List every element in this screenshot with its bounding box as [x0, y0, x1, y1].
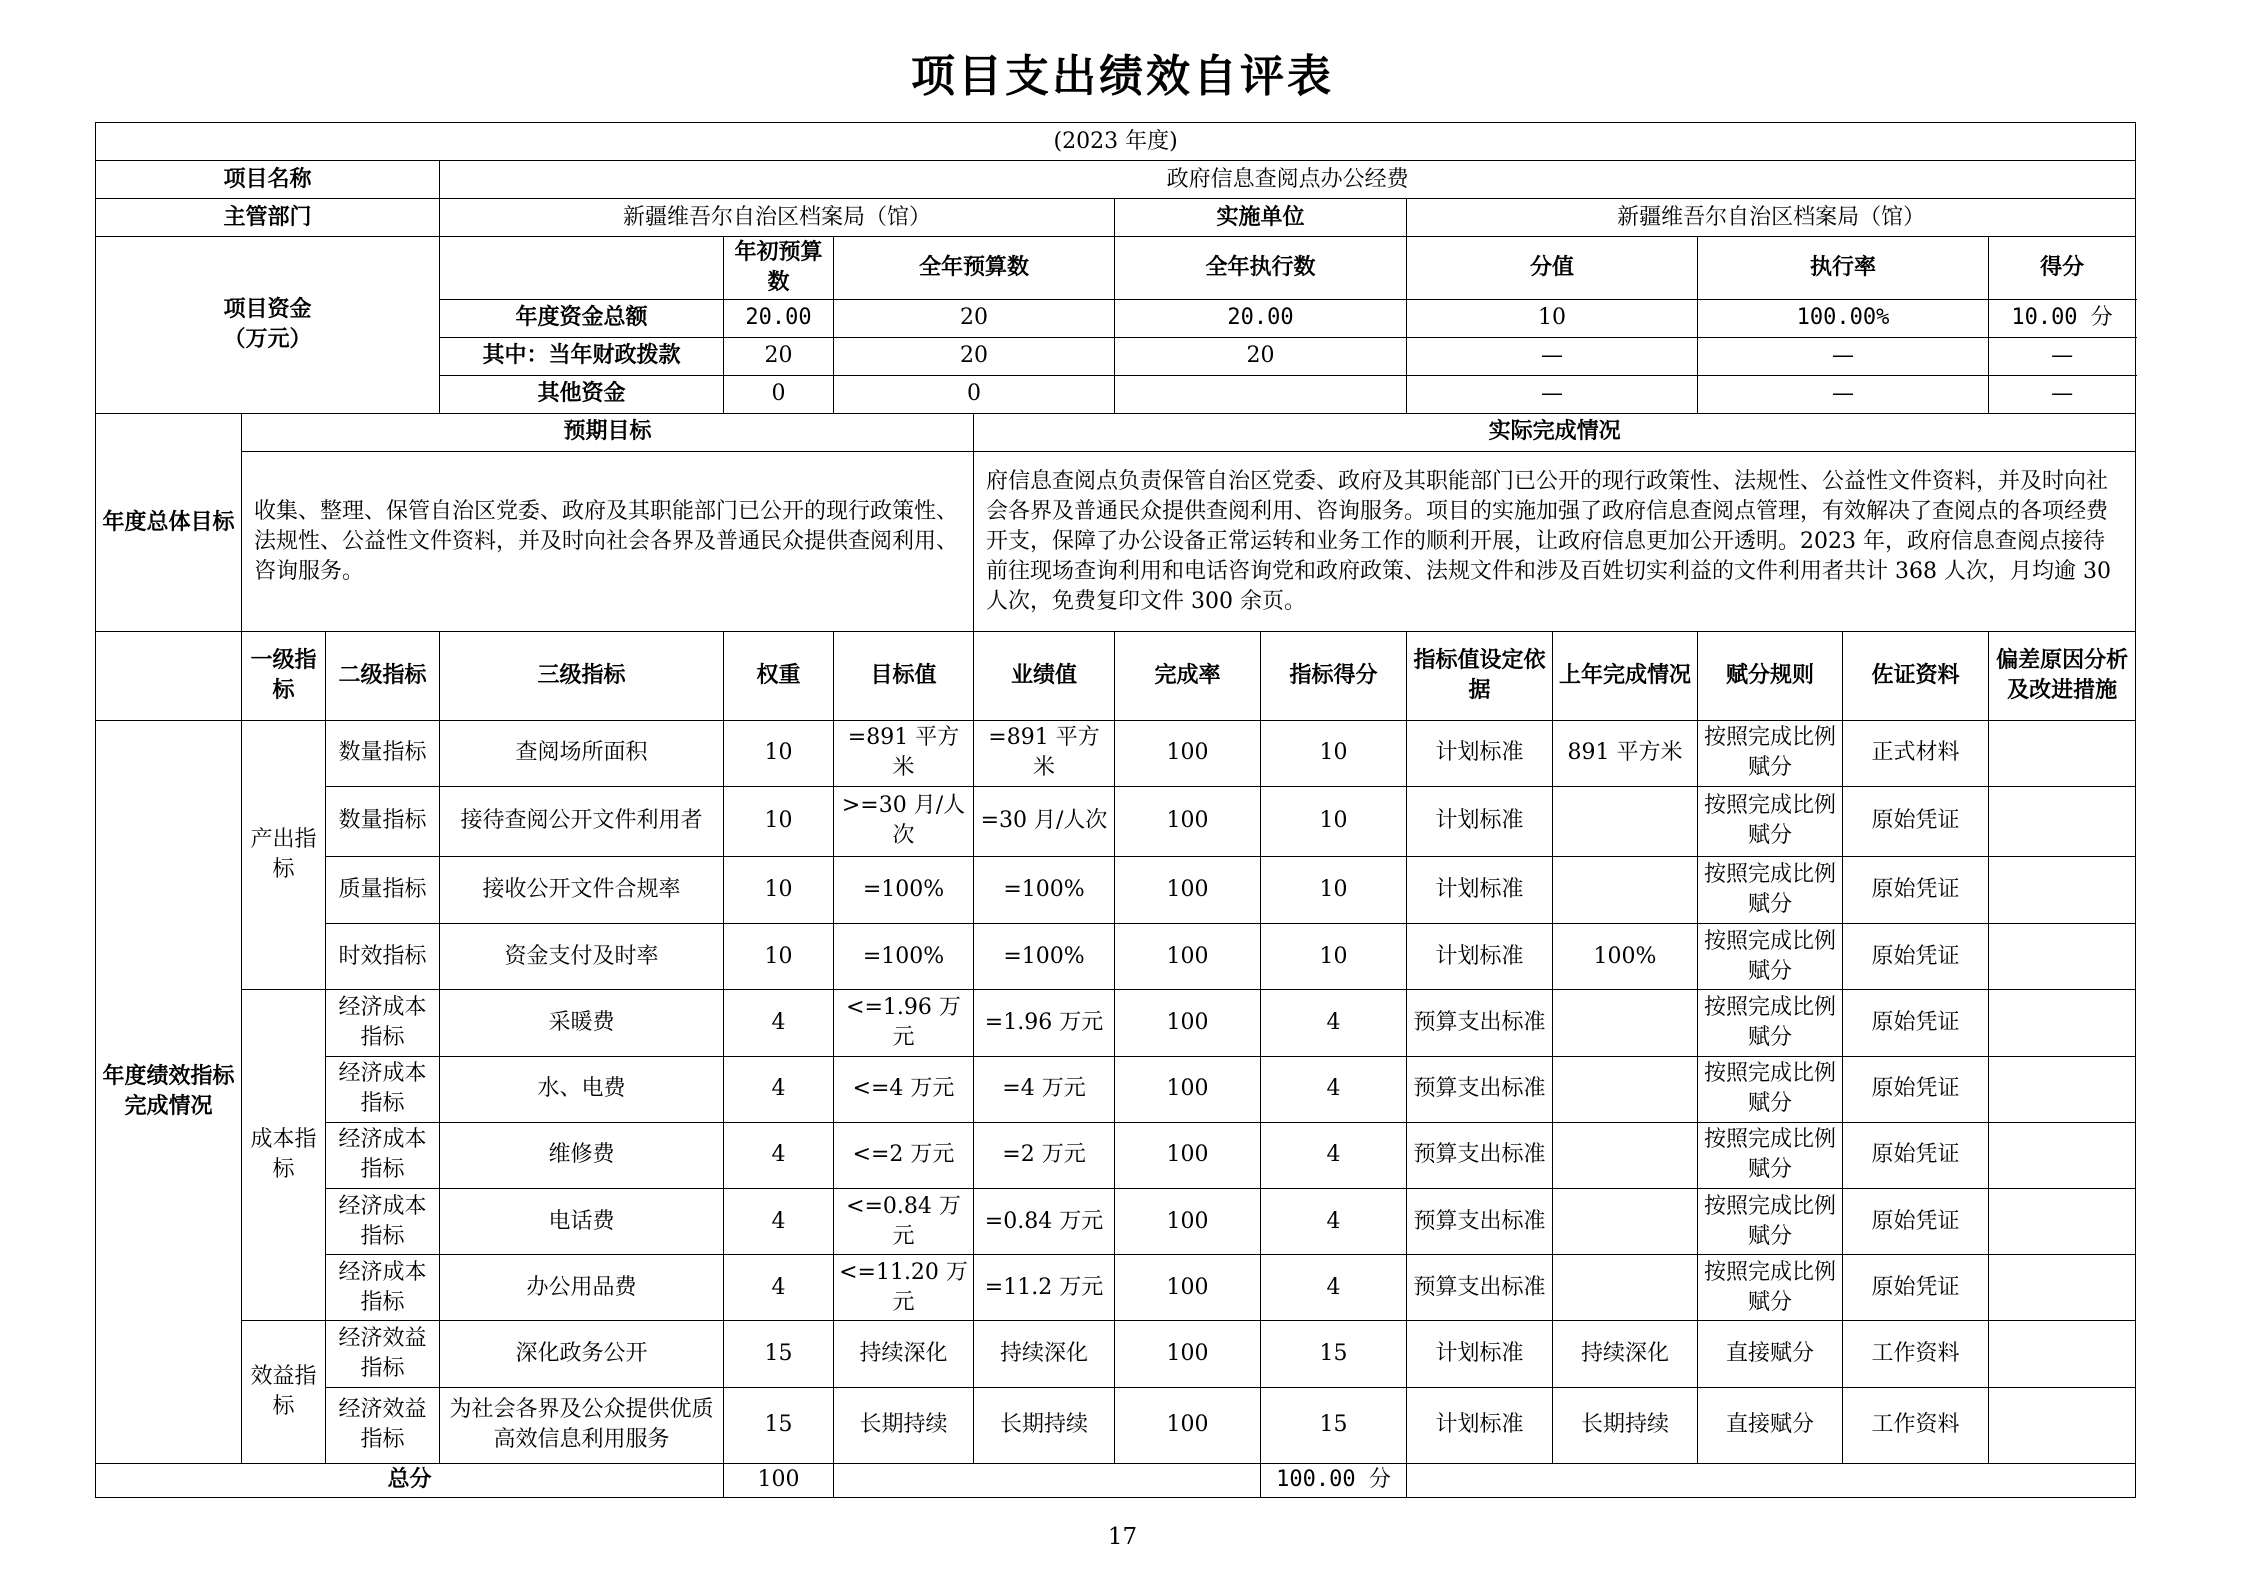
last-year-cell: [1553, 1056, 1698, 1122]
indicator-row: [96, 1189, 2136, 1255]
last-year-cell: 长期持续: [1553, 1387, 1698, 1463]
rule-cell: 直接赋分: [1698, 1387, 1843, 1463]
weight-cell: 4: [724, 1056, 834, 1122]
l2-cell: 质量指标: [326, 857, 440, 924]
weight-cell: 10: [724, 720, 834, 786]
actual-completion-header: 实际完成情况: [974, 413, 2136, 451]
l2-cell: 经济效益指标: [326, 1321, 440, 1387]
l2-cell: 时效指标: [326, 924, 440, 990]
completion-cell: 100: [1115, 924, 1261, 990]
funds-score-value: 10: [1407, 299, 1698, 337]
funds-score: —: [1989, 375, 2136, 413]
weight-cell: 4: [724, 990, 834, 1056]
evidence-cell: 原始凭证: [1843, 990, 1989, 1056]
l3-cell: 采暖费: [440, 990, 724, 1056]
deviation-cell: [1989, 1387, 2136, 1463]
l3-cell: 资金支付及时率: [440, 924, 724, 990]
weight-cell: 4: [724, 1189, 834, 1255]
basis-cell: 预算支出标准: [1407, 1056, 1553, 1122]
completion-cell: 100: [1115, 1255, 1261, 1321]
rule-cell: 按照完成比例赋分: [1698, 786, 1843, 856]
score-cell: 4: [1261, 990, 1407, 1056]
rule-cell: 按照完成比例赋分: [1698, 720, 1843, 786]
target-cell: 长期持续: [834, 1387, 974, 1463]
expected-goal-text: 收集、整理、保管自治区党委、政府及其职能部门已公开的现行政策性、法规性、公益性文件资料，并及时向社会各界及普通民众提供查阅利用、咨询服务。: [242, 451, 974, 632]
evidence-cell: 原始凭证: [1843, 924, 1989, 990]
evidence-cell: 原始凭证: [1843, 1122, 1989, 1188]
last-year-cell: 持续深化: [1553, 1321, 1698, 1387]
completion-cell: 100: [1115, 990, 1261, 1056]
basis-cell: 计划标准: [1407, 786, 1553, 856]
l3-cell: 查阅场所面积: [440, 720, 724, 786]
score-cell: 15: [1261, 1321, 1407, 1387]
deviation-cell: [1989, 857, 2136, 924]
header-score: 指标得分: [1261, 632, 1407, 720]
target-cell: =891 平方米: [834, 720, 974, 786]
completion-cell: 100: [1115, 1387, 1261, 1463]
weight-cell: 15: [724, 1321, 834, 1387]
target-cell: <=4 万元: [834, 1056, 974, 1122]
indicator-section-label: 年度绩效指标完成情况: [96, 720, 242, 1463]
rule-cell: 按照完成比例赋分: [1698, 1056, 1843, 1122]
header-l2: 二级指标: [326, 632, 440, 720]
goals-label: 年度总体目标: [96, 413, 242, 632]
deviation-cell: [1989, 1255, 2136, 1321]
indicator-row: [96, 1255, 2136, 1321]
basis-cell: 预算支出标准: [1407, 1189, 1553, 1255]
funds-header-blank: [440, 237, 724, 299]
header-last-year: 上年完成情况: [1553, 632, 1698, 720]
score-cell: 4: [1261, 1255, 1407, 1321]
indicator-group-name: 产出指标: [242, 720, 326, 990]
dept-value: 新疆维吾尔自治区档案局（馆）: [440, 199, 1115, 237]
indicator-row: [96, 924, 2136, 990]
indicator-header-blank: [96, 632, 242, 720]
deviation-cell: [1989, 1321, 2136, 1387]
basis-cell: 预算支出标准: [1407, 990, 1553, 1056]
basis-cell: 计划标准: [1407, 720, 1553, 786]
header-basis: 指标值设定依据: [1407, 632, 1553, 720]
funds-header-rate: 执行率: [1698, 237, 1989, 299]
indicator-group-name: 成本指标: [242, 990, 326, 1321]
l2-cell: 数量指标: [326, 786, 440, 856]
header-deviation: 偏差原因分析及改进措施: [1989, 632, 2136, 720]
header-completion: 完成率: [1115, 632, 1261, 720]
last-year-cell: 100%: [1553, 924, 1698, 990]
funds-row-label: 年度资金总额: [440, 299, 724, 337]
actual-cell: =11.2 万元: [974, 1255, 1115, 1321]
total-blank: [1407, 1463, 2136, 1497]
weight-cell: 10: [724, 924, 834, 990]
deviation-cell: [1989, 1189, 2136, 1255]
weight-cell: 10: [724, 857, 834, 924]
basis-cell: 计划标准: [1407, 857, 1553, 924]
deviation-cell: [1989, 786, 2136, 856]
project-name-label: 项目名称: [96, 161, 440, 199]
header-evidence: 佐证资料: [1843, 632, 1989, 720]
header-actual: 业绩值: [974, 632, 1115, 720]
score-cell: 4: [1261, 1056, 1407, 1122]
l2-cell: 经济效益指标: [326, 1387, 440, 1463]
rule-cell: 按照完成比例赋分: [1698, 1255, 1843, 1321]
year-cell: (2023 年度): [96, 123, 2136, 161]
funds-row-label: 其中：当年财政拨款: [440, 337, 724, 375]
basis-cell: 计划标准: [1407, 1321, 1553, 1387]
l2-cell: 数量指标: [326, 720, 440, 786]
score-cell: 10: [1261, 720, 1407, 786]
actual-cell: =30 月/人次: [974, 786, 1115, 856]
score-cell: 15: [1261, 1387, 1407, 1463]
target-cell: <=2 万元: [834, 1122, 974, 1188]
actual-cell: =0.84 万元: [974, 1189, 1115, 1255]
target-cell: <=11.20 万元: [834, 1255, 974, 1321]
performance-table: [95, 122, 2136, 1498]
rule-cell: 按照完成比例赋分: [1698, 924, 1843, 990]
rule-cell: 按照完成比例赋分: [1698, 1189, 1843, 1255]
dept-label: 主管部门: [96, 199, 440, 237]
header-weight: 权重: [724, 632, 834, 720]
last-year-cell: [1553, 1189, 1698, 1255]
evidence-cell: 原始凭证: [1843, 857, 1989, 924]
actual-cell: =891 平方米: [974, 720, 1115, 786]
funds-header-initial: 年初预算数: [724, 237, 834, 299]
l3-cell: 维修费: [440, 1122, 724, 1188]
indicator-row: [96, 1122, 2136, 1188]
weight-cell: 4: [724, 1122, 834, 1188]
last-year-cell: 891 平方米: [1553, 720, 1698, 786]
funds-executed: 20: [1115, 337, 1407, 375]
actual-cell: =100%: [974, 857, 1115, 924]
deviation-cell: [1989, 1122, 2136, 1188]
deviation-cell: [1989, 924, 2136, 990]
rule-cell: 按照完成比例赋分: [1698, 1122, 1843, 1188]
completion-cell: 100: [1115, 1189, 1261, 1255]
actual-cell: =2 万元: [974, 1122, 1115, 1188]
basis-cell: 预算支出标准: [1407, 1255, 1553, 1321]
completion-cell: 100: [1115, 786, 1261, 856]
funds-annual: 20: [834, 337, 1115, 375]
l3-cell: 接待查阅公开文件利用者: [440, 786, 724, 856]
weight-cell: 10: [724, 786, 834, 856]
actual-completion-text: 府信息查阅点负责保管自治区党委、政府及其职能部门已公开的现行政策性、法规性、公益性文件资料，并及时向社会各界及普通民众提供查阅利用、咨询服务。项目的实施加强了政府信息查阅点管理，有效解决了查阅点的各项经费开支，保障了办公设备正常运转和业务工作的顺利开展，让政府信息更加公开透明。2023 年，政府信息查阅点接待前往现场查询利用和电话咨询党和政府政策、法规文件和涉及百姓切实利益的文件利用者共计 368 人次，月均逾 30 人次，免费复印文件 300 余页。: [974, 451, 2136, 632]
indicator-group-name: 效益指标: [242, 1321, 326, 1463]
l2-cell: 经济成本指标: [326, 990, 440, 1056]
funds-executed: [1115, 375, 1407, 413]
completion-cell: 100: [1115, 1056, 1261, 1122]
score-cell: 4: [1261, 1189, 1407, 1255]
completion-cell: 100: [1115, 720, 1261, 786]
funds-initial: 0: [724, 375, 834, 413]
indicator-row: [96, 1056, 2136, 1122]
l3-cell: 深化政务公开: [440, 1321, 724, 1387]
indicator-row: [96, 786, 2136, 856]
funds-label-line2: （万元）: [223, 327, 312, 353]
rule-cell: 按照完成比例赋分: [1698, 990, 1843, 1056]
last-year-cell: [1553, 990, 1698, 1056]
evidence-cell: 原始凭证: [1843, 1189, 1989, 1255]
funds-rate: 100.00%: [1698, 299, 1989, 337]
actual-cell: =4 万元: [974, 1056, 1115, 1122]
funds-initial: 20: [724, 337, 834, 375]
target-cell: >=30 月/人次: [834, 786, 974, 856]
weight-cell: 15: [724, 1387, 834, 1463]
header-l3: 三级指标: [440, 632, 724, 720]
evidence-cell: 原始凭证: [1843, 786, 1989, 856]
evidence-cell: 原始凭证: [1843, 1056, 1989, 1122]
deviation-cell: [1989, 1056, 2136, 1122]
funds-initial: 20.00: [724, 299, 834, 337]
basis-cell: 预算支出标准: [1407, 1122, 1553, 1188]
l3-cell: 办公用品费: [440, 1255, 724, 1321]
last-year-cell: [1553, 1122, 1698, 1188]
funds-score: 10.00 分: [1989, 299, 2136, 337]
total-label: 总分: [96, 1463, 724, 1497]
impl-unit-label: 实施单位: [1115, 199, 1407, 237]
last-year-cell: [1553, 786, 1698, 856]
score-cell: 10: [1261, 924, 1407, 990]
evidence-cell: 正式材料: [1843, 720, 1989, 786]
funds-score-value: —: [1407, 337, 1698, 375]
basis-cell: 计划标准: [1407, 1387, 1553, 1463]
evidence-cell: 工作资料: [1843, 1387, 1989, 1463]
funds-header-score: 得分: [1989, 237, 2136, 299]
completion-cell: 100: [1115, 1122, 1261, 1188]
actual-cell: 长期持续: [974, 1387, 1115, 1463]
funds-header-executed: 全年执行数: [1115, 237, 1407, 299]
header-l1: 一级指标: [242, 632, 326, 720]
deviation-cell: [1989, 990, 2136, 1056]
indicator-row: [96, 1321, 2136, 1387]
page-number: 17: [1107, 1524, 1138, 1550]
total-weight: 100: [724, 1463, 834, 1497]
score-cell: 10: [1261, 786, 1407, 856]
header-rule: 赋分规则: [1698, 632, 1843, 720]
target-cell: =100%: [834, 924, 974, 990]
l2-cell: 经济成本指标: [326, 1255, 440, 1321]
evidence-cell: 工作资料: [1843, 1321, 1989, 1387]
score-cell: 4: [1261, 1122, 1407, 1188]
expected-goal-header: 预期目标: [242, 413, 974, 451]
target-cell: <=1.96 万元: [834, 990, 974, 1056]
rule-cell: 按照完成比例赋分: [1698, 857, 1843, 924]
last-year-cell: [1553, 857, 1698, 924]
target-cell: =100%: [834, 857, 974, 924]
l2-cell: 经济成本指标: [326, 1189, 440, 1255]
target-cell: <=0.84 万元: [834, 1189, 974, 1255]
rule-cell: 直接赋分: [1698, 1321, 1843, 1387]
l2-cell: 经济成本指标: [326, 1122, 440, 1188]
target-cell: 持续深化: [834, 1321, 974, 1387]
completion-cell: 100: [1115, 857, 1261, 924]
funds-header-score-value: 分值: [1407, 237, 1698, 299]
funds-row-label: 其他资金: [440, 375, 724, 413]
funds-annual: 20: [834, 299, 1115, 337]
evidence-cell: 原始凭证: [1843, 1255, 1989, 1321]
completion-cell: 100: [1115, 1321, 1261, 1387]
total-row: [96, 1463, 2136, 1497]
actual-cell: =1.96 万元: [974, 990, 1115, 1056]
actual-cell: 持续深化: [974, 1321, 1115, 1387]
funds-score: —: [1989, 337, 2136, 375]
l3-cell: 接收公开文件合规率: [440, 857, 724, 924]
deviation-cell: [1989, 720, 2136, 786]
basis-cell: 计划标准: [1407, 924, 1553, 990]
project-name-value: 政府信息查阅点办公经费: [440, 161, 2136, 199]
funds-rate: —: [1698, 375, 1989, 413]
funds-score-value: —: [1407, 375, 1698, 413]
indicator-row: [96, 990, 2136, 1056]
funds-label-line1: 项目资金: [223, 297, 312, 323]
indicator-row: [96, 1387, 2136, 1463]
funds-annual: 0: [834, 375, 1115, 413]
indicator-row: [96, 857, 2136, 924]
l3-cell: 为社会各界及公众提供优质高效信息利用服务: [440, 1387, 724, 1463]
total-score: 100.00 分: [1261, 1463, 1407, 1497]
funds-label: [96, 237, 440, 414]
funds-header-annual: 全年预算数: [834, 237, 1115, 299]
total-blank: [834, 1463, 1261, 1497]
l3-cell: 电话费: [440, 1189, 724, 1255]
indicator-row: [96, 720, 2136, 786]
funds-rate: —: [1698, 337, 1989, 375]
page-title: 项目支出绩效自评表: [911, 51, 1334, 102]
actual-cell: =100%: [974, 924, 1115, 990]
funds-executed: 20.00: [1115, 299, 1407, 337]
l3-cell: 水、电费: [440, 1056, 724, 1122]
impl-unit-value: 新疆维吾尔自治区档案局（馆）: [1407, 199, 2136, 237]
weight-cell: 4: [724, 1255, 834, 1321]
header-target: 目标值: [834, 632, 974, 720]
score-cell: 10: [1261, 857, 1407, 924]
last-year-cell: [1553, 1255, 1698, 1321]
l2-cell: 经济成本指标: [326, 1056, 440, 1122]
